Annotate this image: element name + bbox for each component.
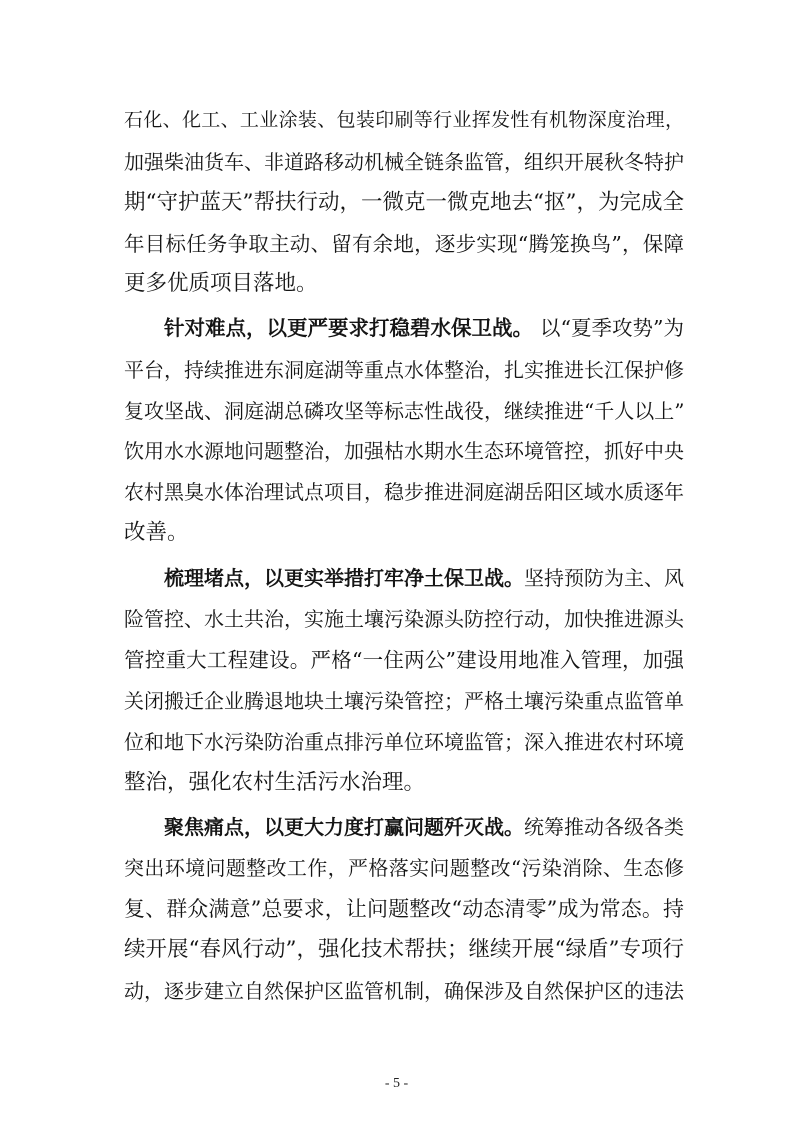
paragraph-3-line-2: 险管控、水土共治，实施土壤污染源头防控行动，加快推进源头	[124, 607, 684, 631]
paragraph-1-line-5: 更多优质项目落地。	[124, 271, 318, 296]
paragraph-2-line-6: 改善。	[124, 520, 189, 545]
paragraph-4-line-4: 续开展“春风行动”，强化技术帮扶；继续开展“绿盾”专项行	[124, 937, 684, 962]
paragraph-4-line-1	[164, 812, 684, 842]
paragraph-1-line-1: 石化、化工、工业涂装、包装印刷等行业挥发性有机物深度治理，	[124, 109, 684, 131]
paragraph-2-line-5: 农村黑臭水体治理试点项目，稳步推进洞庭湖岳阳区域水质逐年	[124, 480, 684, 504]
paragraph-3-heading: 梳理堵点，以更实举措打牢净土保卫战。	[164, 566, 524, 590]
paragraph-2-lead: 以“夏季攻势”为	[540, 316, 684, 340]
paragraph-3-line-6: 整治，强化农村生活污水治理。	[124, 770, 426, 795]
paragraph-3-line-3: 管控重大工程建设。严格“一住两公”建设用地准入管理，加强	[124, 648, 684, 672]
paragraph-2-line-1	[164, 313, 684, 343]
paragraph-3-line-4: 关闭搬迁企业腾退地块土壤污染管控；严格土壤污染重点监管单	[124, 689, 684, 713]
paragraph-2-line-2: 平台，持续推进东洞庭湖等重点水体整治，扎实推进长江保护修	[124, 358, 684, 382]
paragraph-4-line-2: 突出环境问题整改工作，严格落实问题整改“污染消除、生态修	[124, 856, 684, 880]
paragraph-3-line-5: 位和地下水污染防治重点排污单位环境监管；深入推进农村环境	[124, 730, 684, 754]
page-number: - 5 -	[384, 1076, 409, 1091]
paragraph-2-line-4: 饮用水水源地问题整治，加强枯水期水生态环境管控，抓好中央	[124, 439, 684, 463]
paragraph-2-line-3: 复攻坚战、洞庭湖总磷攻坚等标志性战役，继续推进“千人以上”	[124, 399, 685, 423]
paragraph-3-line-1	[164, 563, 684, 593]
paragraph-1-line-3: 期“守护蓝天”帮扶行动，一微克一微克地去“抠”，为完成全	[124, 190, 684, 215]
paragraph-1-line-4: 年目标任务争取主动、留有余地，逐步实现“腾笼换鸟”，保障	[124, 232, 684, 256]
paragraph-3-lead: 坚持预防为主、风	[524, 566, 684, 590]
paragraph-4-heading: 聚焦痛点，以更大力度打赢问题歼灭战。	[164, 815, 524, 839]
paragraph-2-heading: 针对难点，以更严要求打稳碧水保卫战。	[164, 316, 533, 340]
paragraph-4-lead: 统筹推动各级各类	[524, 815, 684, 839]
paragraph-1-line-2: 加强柴油货车、非道路移动机械全链条监管，组织开展秋冬特护	[124, 150, 684, 174]
paragraph-4-line-3: 复、群众满意”总要求，让问题整改“动态清零”成为常态。持	[124, 897, 684, 921]
paragraph-4-line-5: 动，逐步建立自然保护区监管机制，确保涉及自然保护区的违法	[124, 979, 684, 1003]
